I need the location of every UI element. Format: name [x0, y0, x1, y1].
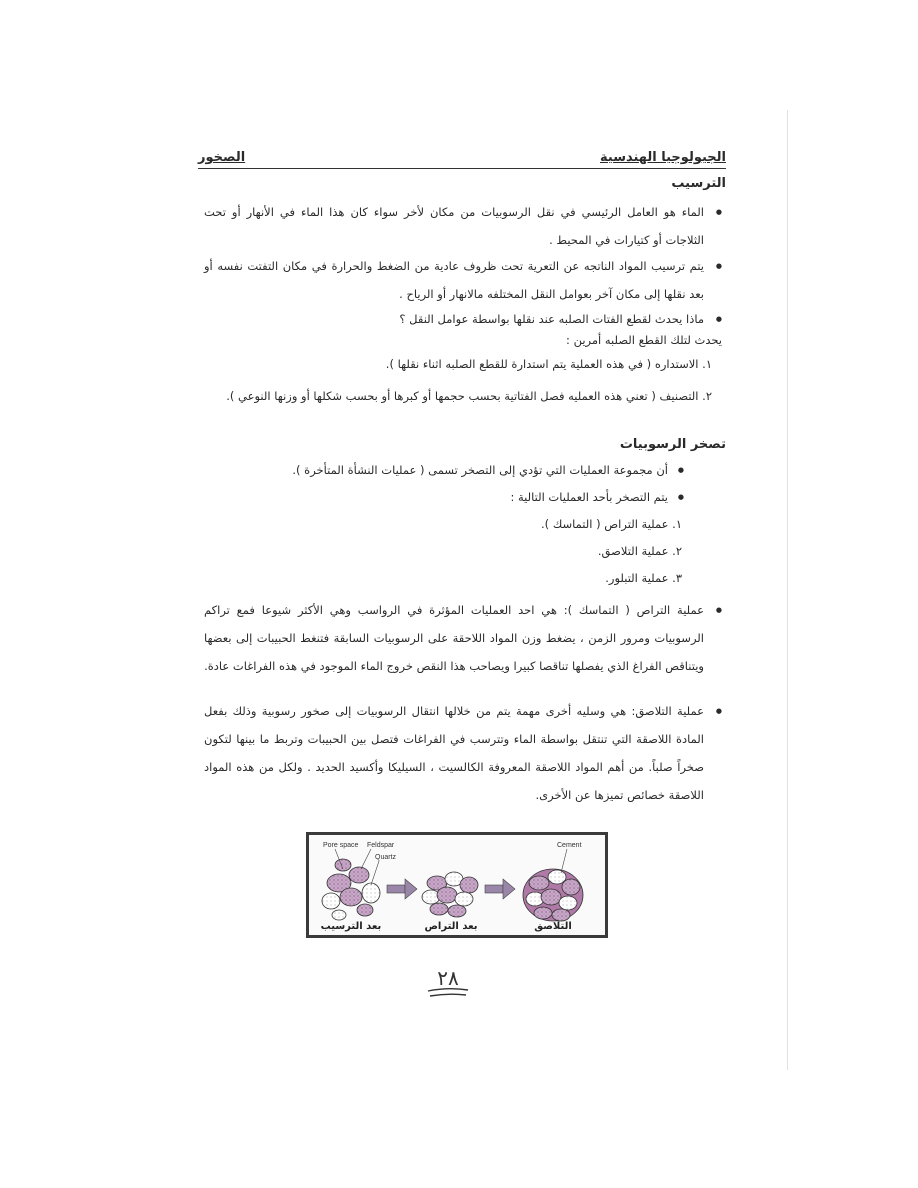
bullet-item: ● يتم التصخر بأحد العمليات التالية :	[510, 490, 684, 504]
grain-group-cementation	[523, 869, 583, 921]
label-cement: Cement	[557, 842, 582, 849]
bullet-text: أن مجموعة العمليات التي تؤدي إلى التصخر تسمى ( عمليات النشأة المتأخرة ).	[292, 463, 668, 477]
section-title-deposition: الترسيب	[671, 176, 726, 191]
numbered-item: ٢. عملية التلاصق.	[597, 544, 682, 558]
page-header	[198, 150, 726, 169]
numbered-item: ٣. عملية التبلور.	[605, 571, 682, 585]
caption-compaction: بعد التراص	[424, 921, 478, 932]
grain-group-deposition	[322, 859, 380, 920]
paragraph: ● عملية التراص ( التماسك ): هي احد العمليات المؤثرة في الرواسب وهي الأكثر شيوعا فمع تراكم الرسوبيات ومرور الزمن ، يضغط وزن المواد اللاحقة على الرسوبيات السابقة فتنغط الحبيبات إلى بعضها ويتناقص الفراغ الذي يفصلها تناقصا كبيرا ويصاحب هذا النقص خروج الماء الموجود في هذه الفراغات عادة.	[204, 596, 726, 680]
paragraph: ● الماء هو العامل الرئيسي في نقل الرسوبيات من مكان لأخر سواء كان هذا الماء في الأنهار أو تحت الثلاجات أو كتيارات في المحيط .	[204, 198, 726, 254]
page-number-text: ٢٨	[437, 966, 459, 990]
chapter-title: الصخور	[198, 150, 246, 165]
paragraph: ● يتم ترسيب المواد الناتجه عن التعرية تحت ظروف عادية من الضغط والحرارة في مكان التفتت نفسه أو بعد نقلها إلى مكان آخر بعوامل النقل المختلفه مالانهار أو الرياح .	[204, 252, 726, 308]
bullet-item: ● أن مجموعة العمليات التي تؤدي إلى التصخر تسمى ( عمليات النشأة المتأخرة ).	[292, 463, 684, 477]
grain-group-compaction	[422, 872, 478, 917]
book-title: الجيولوجيا الهندسية	[600, 150, 726, 165]
caption-deposition: بعد الترسيب	[320, 921, 382, 932]
arrow-icon	[485, 879, 515, 899]
numbered-item: ١. الاستداره ( في هذه العملية يتم استدارة للقطع الصلبه اثناء نقلها ).	[385, 357, 712, 371]
intro-line: يحدث لتلك القطع الصلبه أمرين :	[566, 333, 722, 347]
numbered-item: ١. عملية التراص ( التماسك ).	[541, 517, 682, 531]
bullet-text: يتم التصخر بأحد العمليات التالية :	[510, 490, 668, 504]
label-feldspar: Feldspar	[367, 842, 395, 849]
label-quartz: Quartz	[375, 854, 397, 861]
caption-cementation: التلاصق	[534, 921, 572, 932]
paragraph: ● ماذا يحدث لقطع الفتات الصلبه عند نقلها بواسطة عوامل النقل ؟	[204, 305, 726, 333]
label-pore-space: Pore space	[323, 842, 359, 849]
paragraph: ● عملية التلاصق: هي وسليه أخرى مهمة يتم من خلالها انتقال الرسوبيات إلى صخور رسوبية وذلك بفعل المادة اللاصقة التي تنتقل بواسطة الماء وتترسب في الفراغات فتصل بين الحبيبات وتربط ما بينها لتكون صخراً صلباً. من أهم المواد اللاصقة المعروفة الكالسيت ، السيليكا وأكسيد الحديد . ولكل من هذه المواد اللاصقة خصائص تميزها عن الأخرى.	[204, 697, 726, 809]
figure-drawing	[309, 835, 605, 935]
arrow-icon	[387, 879, 417, 899]
numbered-item: ٢. التصنيف ( تعني هذه العمليه فصل الفتاتية بحسب حجمها أو كبرها أو بحسب شكلها أو وزنها النوعي ).	[226, 389, 712, 403]
compaction-cementation-figure	[306, 832, 608, 938]
page-number	[418, 965, 478, 1005]
section-title-lithification: تصخر الرسوبيات	[619, 437, 726, 452]
